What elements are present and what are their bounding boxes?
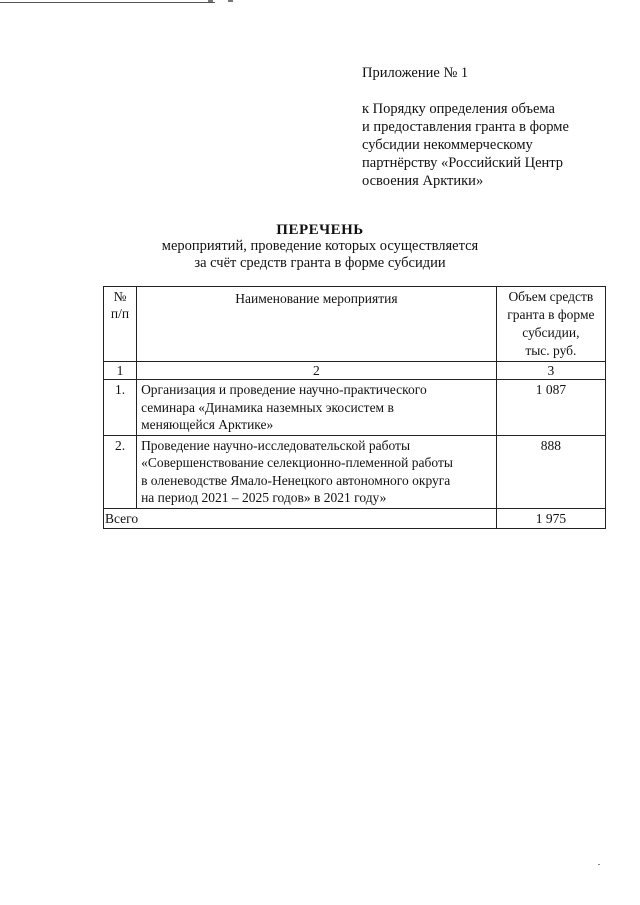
row-num: 2. — [104, 435, 137, 508]
header-value — [496, 287, 605, 362]
row-name-line: Проведение научно-исследовательской работы — [141, 437, 411, 453]
appendix-line: партнёрству «Российский Центр — [362, 155, 564, 171]
events-table — [103, 286, 606, 529]
header-num-line: № — [113, 289, 127, 304]
appendix-line: и предоставления гранта в форме — [362, 119, 569, 135]
row-name-line: семинара «Динамика наземных экосистем в — [141, 399, 394, 415]
header-value-line: субсидии, — [522, 325, 580, 340]
scan-artifact-line — [0, 2, 215, 3]
total-value: 1 975 — [496, 508, 605, 528]
column-index-row — [104, 362, 606, 380]
appendix-block — [362, 64, 612, 190]
total-label: Всего — [104, 508, 497, 528]
row-name-line: Организация и проведение научно-практического — [141, 382, 427, 397]
appendix-line: субсидии некоммерческому — [362, 137, 533, 153]
row-num: 1. — [104, 380, 137, 436]
table-total-row — [104, 508, 606, 528]
header-value-line: гранта в форме — [507, 307, 595, 322]
row-name-line: в оленеводстве Ямало-Ненецкого автономного округа — [141, 472, 451, 488]
scan-artifact-dot — [228, 0, 233, 2]
subtitle-line: за счёт средств гранта в форме субсидии — [194, 255, 446, 271]
column-index: 1 — [104, 362, 137, 380]
row-name — [137, 435, 497, 508]
table-header-row — [104, 287, 606, 362]
row-value: 888 — [496, 435, 605, 508]
column-index: 2 — [137, 362, 497, 380]
document-title: ПЕРЕЧЕНЬ — [276, 222, 364, 238]
header-num-line: п/п — [110, 306, 130, 321]
table-row — [104, 380, 606, 436]
subtitle-line: мероприятий, проведение которых осуществляется — [161, 238, 479, 254]
appendix-number: Приложение № 1 — [362, 65, 469, 81]
header-value-line: тыс. руб. — [525, 343, 577, 358]
document-subtitle — [0, 238, 640, 272]
row-name-line: «Совершенствование селекционно-племенной работы — [141, 455, 453, 470]
header-num — [104, 287, 137, 362]
header-name: Наименование мероприятия — [137, 287, 497, 362]
row-name-line: меняющейся Арктике» — [141, 417, 274, 432]
row-name — [137, 380, 497, 436]
scan-artifact-mark — [598, 864, 600, 865]
row-value: 1 087 — [496, 380, 605, 436]
header-value-line: Объем средств — [508, 289, 594, 304]
appendix-line: к Порядку определения объема — [362, 101, 555, 117]
table-row — [104, 435, 606, 508]
scan-artifact-dot — [208, 0, 213, 2]
appendix-line: освоения Арктики» — [362, 173, 484, 189]
column-index: 3 — [496, 362, 605, 380]
row-name-line: на период 2021 – 2025 годов» в 2021 году» — [141, 490, 387, 505]
